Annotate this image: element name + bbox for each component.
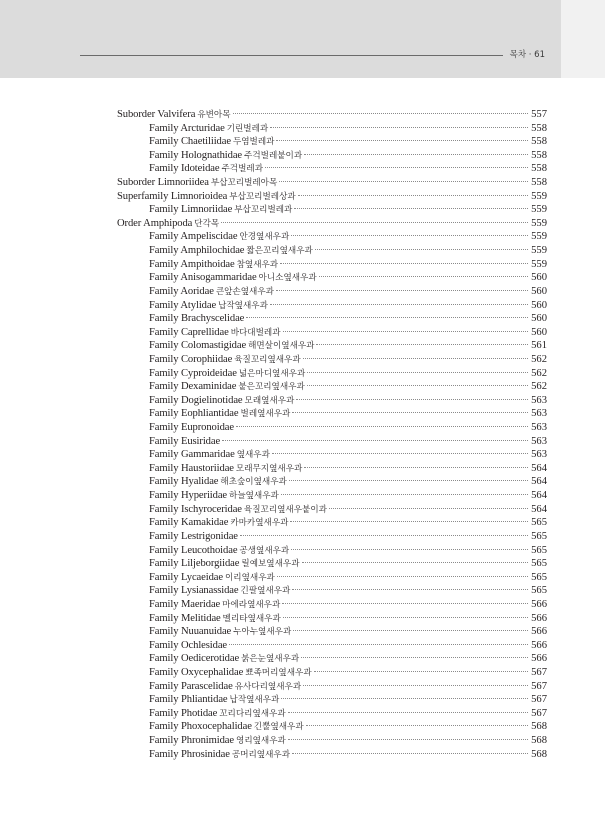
dot-leader	[288, 739, 528, 740]
toc-taxon-name: Family Lestrigonidae	[149, 530, 238, 542]
toc-korean-name: 주걱벌레붙이과	[244, 150, 303, 161]
toc-korean-name: 부삽꼬리벌레아목	[210, 178, 278, 189]
toc-korean-name: 육질꼬리옆새우붙이과	[243, 504, 327, 515]
toc-entry	[117, 612, 547, 626]
toc-korean-name: 공생옆새우과	[239, 545, 290, 556]
toc-page-number: 566	[531, 639, 547, 651]
toc-page-number: 559	[531, 190, 547, 202]
toc-korean-name: 꼬리다리옆새우과	[219, 708, 286, 719]
toc-page-number: 560	[531, 299, 547, 311]
toc-page-number: 566	[531, 598, 547, 610]
toc-entry-title	[149, 258, 278, 273]
toc-entry	[117, 544, 547, 558]
toc-taxon-name: Family Ampeliscidae	[149, 231, 238, 243]
dot-leader	[280, 263, 528, 264]
dot-leader	[270, 127, 528, 128]
dot-leader	[301, 657, 528, 658]
toc-entry-title	[149, 516, 288, 531]
toc-taxon-name: Family Gammaridae	[149, 449, 235, 461]
toc-entry-title	[149, 285, 274, 300]
toc-taxon-name: Family Phoxocephalidae	[149, 721, 252, 733]
toc-page-number: 563	[531, 435, 547, 447]
toc-taxon-name: Family Dexaminidae	[149, 381, 237, 393]
toc-korean-name: 벌레옆새우과	[240, 409, 291, 420]
toc-entry-title	[149, 612, 281, 627]
toc-korean-name: 긴뿔옆새우과	[253, 722, 304, 733]
toc-taxon-name: Family Atylidae	[149, 299, 217, 311]
toc-entry	[117, 326, 547, 340]
header-edge-shadow	[561, 0, 605, 78]
toc-entry-title	[149, 707, 286, 722]
toc-entry-title	[117, 176, 277, 191]
toc-entry-title	[149, 312, 244, 326]
toc-entry-title	[149, 598, 280, 613]
toc-entry-title	[149, 639, 227, 653]
dot-leader	[307, 385, 528, 386]
toc-korean-name: 옆새우과	[236, 450, 270, 461]
toc-entry-title	[149, 162, 263, 177]
dot-leader	[221, 222, 528, 223]
toc-korean-name: 해면살이옆새우과	[248, 341, 315, 352]
toc-korean-name: 영리옆새우과	[236, 736, 286, 747]
dot-leader	[302, 562, 528, 563]
toc-entry-title	[149, 720, 304, 735]
dot-leader	[292, 753, 528, 754]
toc-korean-name: 납작옆새우과	[218, 300, 268, 311]
toc-taxon-name: Family Brachyscelidae	[149, 313, 245, 325]
dot-leader	[290, 521, 528, 522]
toc-page-number: 559	[531, 231, 547, 243]
toc-entry-title	[149, 557, 300, 572]
dot-leader	[276, 290, 528, 291]
toc-korean-name: 누아누옆새우과	[233, 627, 292, 638]
toc-korean-name: 긴팔옆새우과	[240, 586, 291, 597]
toc-entry-title	[149, 693, 279, 708]
toc-page-number: 558	[531, 136, 547, 148]
toc-taxon-name: Family Ampithoidae	[149, 258, 235, 270]
toc-taxon-name: Family Anisogammaridae	[149, 272, 257, 284]
dot-leader	[294, 208, 528, 209]
toc-page-number: 565	[531, 530, 547, 542]
toc-korean-name: 짧은꼬리옆새우과	[246, 246, 313, 257]
toc-entry-title	[149, 584, 290, 599]
toc-page-number: 560	[531, 313, 547, 325]
dot-leader	[291, 549, 528, 550]
toc-taxon-name: Family Colomastigidae	[149, 340, 247, 352]
toc-entry	[117, 734, 547, 748]
toc-page-number: 560	[531, 285, 547, 297]
table-of-contents	[117, 108, 547, 761]
dot-leader	[291, 235, 528, 236]
toc-page-number: 565	[531, 558, 547, 570]
toc-page-number: 568	[531, 748, 547, 760]
toc-taxon-name: Family Chaetiliidae	[149, 136, 231, 148]
dot-leader	[293, 630, 528, 631]
toc-entry	[117, 299, 547, 313]
toc-korean-name: 유변아목	[197, 110, 231, 120]
toc-page-number: 562	[531, 353, 547, 365]
toc-page-number: 560	[531, 326, 547, 338]
dot-leader	[304, 467, 528, 468]
toc-entry-title	[149, 652, 299, 667]
toc-entry	[117, 748, 547, 762]
toc-taxon-name: Family Kamakidae	[149, 517, 229, 529]
dot-leader	[282, 603, 528, 604]
toc-page-number: 567	[531, 694, 547, 706]
toc-entry-title	[149, 475, 287, 490]
dot-leader	[298, 195, 528, 196]
toc-entry-title	[149, 571, 275, 586]
toc-entry	[117, 271, 547, 285]
toc-entry-title	[149, 489, 279, 504]
toc-korean-name: 참옆새우과	[236, 259, 279, 270]
toc-entry-title	[149, 149, 302, 164]
toc-entry	[117, 135, 547, 149]
toc-taxon-name: Family Eusiridae	[149, 435, 221, 447]
toc-entry	[117, 190, 547, 204]
toc-taxon-name: Suborder Limnoriidea	[117, 177, 209, 189]
toc-page-number: 566	[531, 653, 547, 665]
toc-korean-name: 큰앞손옆새우과	[215, 286, 274, 297]
toc-entry-title	[149, 625, 291, 640]
dot-leader	[296, 399, 528, 400]
dot-leader	[306, 725, 528, 726]
toc-entry	[117, 571, 547, 585]
toc-page-number: 567	[531, 707, 547, 719]
toc-entry	[117, 230, 547, 244]
toc-taxon-name: Family Ischyroceridae	[149, 503, 242, 515]
toc-entry	[117, 652, 547, 666]
toc-korean-name: 바다대벌레과	[230, 327, 281, 338]
toc-korean-name: 기린벌레과	[226, 123, 269, 134]
toc-entry	[117, 367, 547, 381]
toc-entry	[117, 380, 547, 394]
dot-leader	[292, 412, 528, 413]
toc-entry-title	[149, 203, 292, 218]
toc-korean-name: 부삽꼬리벌레상과	[229, 191, 296, 202]
toc-page-number: 558	[531, 163, 547, 175]
toc-taxon-name: Family Idoteidae	[149, 163, 220, 175]
toc-taxon-name: Family Oxycephalidae	[149, 666, 244, 678]
toc-page-number: 563	[531, 449, 547, 461]
toc-taxon-name: Family Limnoriidae	[149, 204, 233, 216]
toc-entry	[117, 639, 547, 653]
toc-entry	[117, 666, 547, 680]
toc-page-number: 567	[531, 680, 547, 692]
dot-leader	[272, 453, 528, 454]
toc-entry-title	[149, 367, 305, 382]
dot-leader	[229, 644, 528, 645]
toc-page-number: 566	[531, 626, 547, 638]
dot-leader	[222, 440, 528, 441]
toc-page-number: 568	[531, 735, 547, 747]
toc-entry	[117, 339, 547, 353]
toc-page-number: 559	[531, 258, 547, 270]
dot-leader	[276, 140, 528, 141]
toc-page-number: 563	[531, 422, 547, 434]
toc-entry-title	[149, 421, 234, 435]
toc-page-number: 562	[531, 367, 547, 379]
toc-page-number: 564	[531, 462, 547, 474]
toc-entry-title	[149, 407, 290, 422]
toc-entry	[117, 203, 547, 217]
toc-entry-title	[149, 271, 317, 286]
dot-leader	[303, 685, 528, 686]
toc-taxon-name: Family Ochlesidae	[149, 639, 228, 651]
dot-leader	[281, 698, 528, 699]
toc-entry-title	[149, 666, 312, 681]
toc-korean-name: 멜리타옆새우과	[222, 613, 281, 624]
toc-entry-title	[149, 380, 305, 395]
dot-leader	[288, 712, 528, 713]
toc-entry	[117, 489, 547, 503]
toc-entry-title	[149, 339, 314, 354]
toc-taxon-name: Order Amphipoda	[117, 217, 193, 229]
dot-leader	[319, 276, 528, 277]
toc-entry-title	[149, 135, 274, 150]
toc-entry-title	[149, 244, 313, 259]
toc-taxon-name: Family Phrosinidae	[149, 748, 230, 760]
header-rule	[80, 55, 503, 56]
toc-entry-title	[149, 503, 327, 518]
running-header-page-label: 목차 · 61	[509, 50, 545, 60]
toc-taxon-name: Family Corophiidae	[149, 353, 233, 365]
toc-taxon-name: Superfamily Limnorioidea	[117, 190, 228, 202]
toc-taxon-name: Family Oedicerotidae	[149, 653, 240, 665]
toc-entry	[117, 217, 547, 231]
toc-taxon-name: Family Maeridae	[149, 598, 221, 610]
toc-entry	[117, 244, 547, 258]
dot-leader	[277, 576, 528, 577]
toc-page-number: 566	[531, 612, 547, 624]
toc-entry	[117, 503, 547, 517]
toc-entry	[117, 693, 547, 707]
toc-taxon-name: Family Phronimidae	[149, 735, 235, 747]
dot-leader	[279, 181, 528, 182]
toc-page-number: 559	[531, 217, 547, 229]
toc-taxon-name: Family Parascelidae	[149, 680, 233, 692]
toc-entry	[117, 258, 547, 272]
toc-taxon-name: Suborder Valvifera	[117, 109, 196, 120]
toc-page-number: 565	[531, 585, 547, 597]
dot-leader	[265, 167, 528, 168]
toc-entry	[117, 108, 547, 122]
toc-entry-title	[149, 299, 268, 314]
toc-page-number: 558	[531, 149, 547, 161]
toc-entry-title	[149, 122, 268, 137]
toc-entry-title	[149, 353, 301, 368]
dot-leader	[314, 671, 528, 672]
toc-entry-title	[149, 435, 220, 449]
toc-taxon-name: Family Melitidae	[149, 612, 221, 624]
toc-page-number: 564	[531, 503, 547, 515]
toc-entry	[117, 162, 547, 176]
toc-taxon-name: Family Caprellidae	[149, 326, 229, 338]
toc-entry	[117, 557, 547, 571]
toc-entry	[117, 516, 547, 530]
toc-entry	[117, 720, 547, 734]
toc-korean-name: 안경옆새우과	[239, 232, 290, 243]
toc-korean-name: 납작옆새우과	[229, 695, 280, 706]
dot-leader	[315, 249, 528, 250]
dot-leader	[283, 331, 528, 332]
toc-entry	[117, 285, 547, 299]
toc-entry-title	[149, 448, 270, 463]
dot-leader	[281, 494, 528, 495]
toc-entry	[117, 707, 547, 721]
dot-leader	[316, 344, 528, 345]
toc-taxon-name: Family Lysianassidae	[149, 585, 239, 597]
toc-entry	[117, 407, 547, 421]
dot-leader	[283, 617, 528, 618]
toc-page-number: 568	[531, 721, 547, 733]
toc-korean-name: 마에라옆새우과	[222, 599, 281, 610]
toc-entry-title	[149, 394, 294, 409]
toc-entry-title	[149, 544, 289, 559]
dot-leader	[307, 372, 528, 373]
toc-korean-name: 유사다리옆새우과	[234, 681, 302, 692]
toc-page-number: 562	[531, 381, 547, 393]
toc-taxon-name: Family Haustoriidae	[149, 462, 234, 474]
toc-korean-name: 넓은마디옆새우과	[238, 368, 306, 379]
toc-entry	[117, 435, 547, 449]
toc-korean-name: 단각목	[194, 218, 220, 229]
dot-leader	[304, 154, 528, 155]
toc-taxon-name: Family Lycaeidae	[149, 571, 223, 583]
toc-taxon-name: Family Aoridae	[149, 285, 214, 297]
toc-entry	[117, 149, 547, 163]
toc-page-number: 561	[531, 340, 547, 352]
toc-entry	[117, 176, 547, 190]
toc-korean-name: 릴예보옆새우과	[241, 559, 300, 570]
toc-korean-name: 육질꼬리옆새우과	[234, 354, 301, 365]
toc-taxon-name: Family Hyalidae	[149, 476, 219, 488]
toc-entry-title	[117, 108, 231, 123]
toc-entry	[117, 122, 547, 136]
toc-korean-name: 두염벌레과	[232, 137, 275, 148]
toc-korean-name: 이리옆새우과	[225, 572, 275, 583]
toc-taxon-name: Family Photidae	[149, 707, 218, 719]
toc-entry	[117, 421, 547, 435]
toc-page-number: 558	[531, 122, 547, 134]
toc-taxon-name: Family Nuuanuidae	[149, 626, 232, 638]
toc-korean-name: 카마카옆새우과	[230, 518, 289, 529]
toc-entry-title	[149, 530, 238, 544]
toc-entry	[117, 680, 547, 694]
toc-entry-title	[149, 230, 289, 245]
toc-taxon-name: Family Arcturidae	[149, 122, 225, 134]
toc-entry	[117, 394, 547, 408]
toc-taxon-name: Family Cyproideidae	[149, 367, 237, 379]
toc-page-number: 557	[531, 109, 547, 120]
toc-taxon-name: Family Phliantidae	[149, 694, 228, 706]
toc-entry	[117, 598, 547, 612]
toc-page-number: 560	[531, 272, 547, 284]
toc-taxon-name: Family Eophliantidae	[149, 408, 239, 420]
header-band	[0, 0, 561, 78]
toc-page-number: 567	[531, 666, 547, 678]
toc-taxon-name: Family Liljeborgiidae	[149, 558, 240, 570]
toc-entry-title	[149, 734, 286, 749]
toc-taxon-name: Family Leucothoidae	[149, 544, 238, 556]
toc-korean-name: 뾰족머리옆새우과	[245, 667, 312, 678]
toc-page-number: 559	[531, 245, 547, 257]
dot-leader	[329, 508, 528, 509]
toc-korean-name: 부삽꼬리벌레과	[234, 205, 293, 216]
toc-korean-name: 모래옆새우과	[244, 395, 295, 406]
toc-korean-name: 해초숲이옆새우과	[220, 477, 287, 488]
toc-taxon-name: Family Amphilochidae	[149, 245, 245, 257]
toc-page-number: 565	[531, 517, 547, 529]
toc-entry-title	[117, 217, 219, 232]
toc-taxon-name: Family Hyperiidae	[149, 490, 228, 502]
toc-korean-name: 붉은눈옆새우과	[241, 654, 300, 665]
toc-korean-name: 공머리옆새우과	[231, 749, 291, 760]
toc-korean-name: 모래무지옆새우과	[235, 463, 303, 474]
toc-entry-title	[149, 748, 290, 763]
toc-entry	[117, 312, 547, 326]
toc-page-number: 565	[531, 544, 547, 556]
toc-page-number: 563	[531, 408, 547, 420]
toc-entry	[117, 475, 547, 489]
toc-page-number: 565	[531, 571, 547, 583]
dot-leader	[270, 304, 528, 305]
toc-page-number: 559	[531, 204, 547, 216]
toc-entry	[117, 353, 547, 367]
toc-taxon-name: Family Eupronoidae	[149, 422, 234, 434]
toc-korean-name: 붙은꼬리옆새우과	[238, 382, 305, 393]
dot-leader	[303, 358, 528, 359]
dot-leader	[240, 535, 528, 536]
toc-entry-title	[149, 680, 301, 695]
dot-leader	[236, 426, 528, 427]
toc-korean-name: 하늘옆새우과	[229, 491, 279, 502]
toc-entry-title	[149, 326, 281, 341]
toc-entry	[117, 530, 547, 544]
toc-entry	[117, 462, 547, 476]
toc-korean-name: 주걱벌레과	[221, 164, 263, 175]
toc-entry-title	[149, 462, 302, 477]
toc-entry	[117, 625, 547, 639]
toc-taxon-name: Family Dogielinotidae	[149, 394, 243, 406]
dot-leader	[246, 317, 528, 318]
toc-page-number: 563	[531, 394, 547, 406]
toc-page-number: 564	[531, 476, 547, 488]
dot-leader	[289, 480, 528, 481]
toc-page-number: 564	[531, 490, 547, 502]
dot-leader	[292, 589, 528, 590]
toc-entry	[117, 448, 547, 462]
toc-entry	[117, 584, 547, 598]
toc-entry-title	[117, 190, 296, 205]
toc-korean-name: 아니소옆새우과	[258, 273, 317, 284]
toc-page-number: 558	[531, 177, 547, 189]
toc-taxon-name: Family Holognathidae	[149, 149, 243, 161]
dot-leader	[233, 113, 528, 114]
